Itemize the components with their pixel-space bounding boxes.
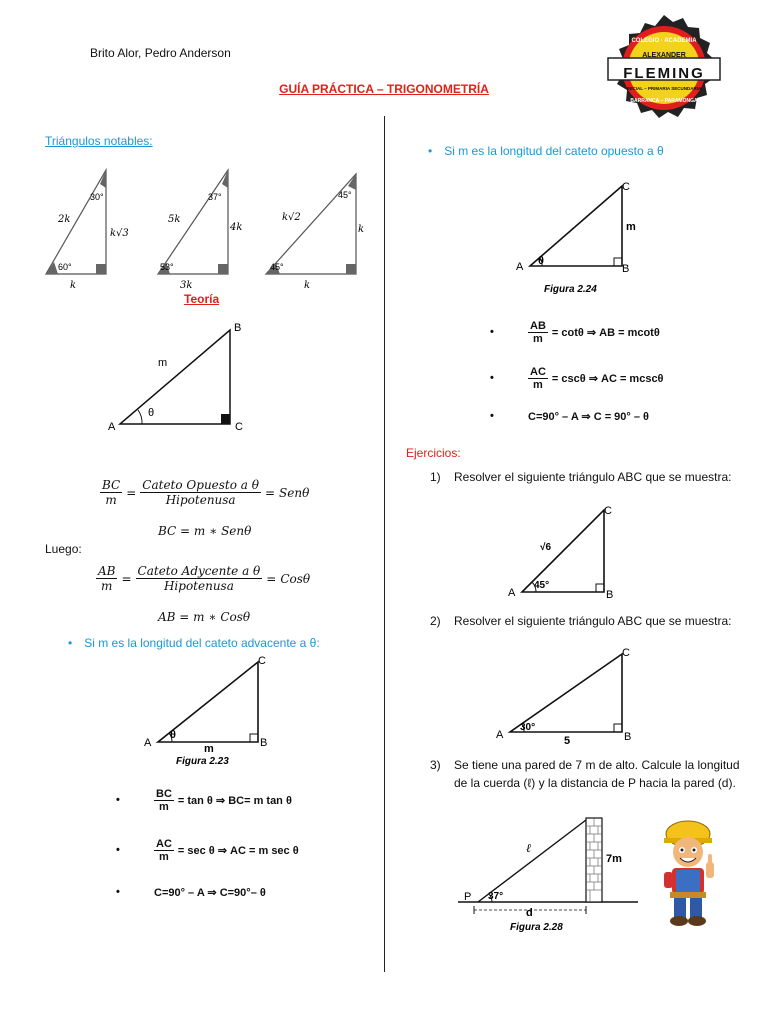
formula-adj-3: • C=90° – A ⇒ C=90°– θ: [116, 886, 266, 899]
f2-num2: Cateto Adycente a θ: [137, 564, 261, 578]
fo2-den: m: [533, 378, 543, 391]
t3-hyp: k√2: [282, 212, 301, 223]
f2-num: AB: [98, 564, 116, 578]
t3-bottom-angle: 45°: [270, 262, 284, 272]
worker-cartoon-illustration: [654, 812, 730, 928]
ex2-A: A: [496, 729, 504, 741]
exercise-1-figure: [504, 502, 634, 600]
fa1-den: m: [159, 800, 169, 813]
f224-angle: θ: [538, 255, 544, 267]
formula-adj-1: • $\frac{BC}{m}$ = tan θ ⇒ BC= m tan θ: [116, 787, 292, 813]
fa1-rest: = tan θ ⇒ BC= m tan θ: [177, 794, 292, 807]
t1-top-angle: 30°: [90, 192, 104, 202]
f224-side: m: [626, 221, 636, 233]
page-title: GUÍA PRÁCTICA – TRIGONOMETRÍA: [279, 82, 489, 96]
triangle-37-53: [158, 170, 242, 291]
f223-C: C: [258, 655, 266, 667]
fa2-rest: = sec θ ⇒ AC = m sec θ: [177, 844, 299, 857]
fo2-rest: = cscθ ⇒ AC = mcscθ: [551, 372, 664, 385]
ex3-rope: ℓ: [526, 841, 531, 855]
exercise-2-num: 2): [430, 614, 441, 628]
triangle-30-60: [46, 170, 129, 291]
f1-rhs: Senθ: [279, 485, 310, 500]
t2-side: 4k: [230, 222, 243, 233]
formula-bc: BC = m ∗ Senθ: [158, 524, 252, 538]
f224-B: B: [622, 263, 630, 275]
f2-rhs: Cosθ: [280, 571, 311, 586]
notable-triangles: [30, 160, 370, 292]
ex3-angle: 37°: [488, 891, 504, 902]
t1-hyp: 2k: [58, 214, 71, 225]
fa2-den: m: [159, 850, 169, 863]
ex3-P: P: [464, 891, 472, 903]
logo-top-text: COLEGIO · ACADEMIA: [631, 38, 697, 44]
bullet-adjacent-text: Si m es la longitud del cateto advacente a θ:: [84, 636, 320, 650]
figure-2-24: [510, 178, 650, 300]
ex1-C: C: [604, 505, 612, 517]
teoria-hyp: m: [158, 357, 168, 369]
author-name: Brito Alor, Pedro Anderson: [90, 46, 231, 60]
f223-B: B: [260, 737, 268, 749]
f223-A: A: [144, 737, 152, 749]
f2-den: m: [101, 579, 113, 593]
formula-adj-2: • $\frac{AC}{m}$ = sec θ ⇒ AC = m sec θ: [116, 837, 299, 863]
exercise-1-text: Resolver el siguiente triángulo ABC que se muestra:: [454, 470, 732, 484]
logo-levels: INICIAL – PRIMARIA SECUNDARIA: [626, 86, 702, 91]
notables-heading: Triángulos notables:: [45, 134, 153, 148]
formula-opp-3: • C=90° – A ⇒ C = 90° – θ: [490, 410, 649, 423]
teoria-B: B: [234, 322, 242, 334]
bullet-adjacent: • Si m es la longitud del cateto advacente a θ:: [68, 636, 320, 650]
exercise-3-figure: [454, 814, 638, 936]
fa2-num: AC: [156, 837, 172, 850]
column-divider: [384, 116, 385, 972]
exercise-1-num: 1): [430, 470, 441, 484]
f223-base: m: [204, 743, 214, 755]
formula-opp-1: • $\frac{AB}{m}$ = cotθ ⇒ AB = mcotθ: [490, 319, 660, 345]
formulas-adjacent: [116, 782, 376, 902]
fo2-num: AC: [530, 365, 546, 378]
f1-num2: Cateto Opuesto a θ: [142, 478, 259, 492]
bullet-opposite-text: Si m es la longitud del cateto opuesto a θ: [444, 144, 664, 158]
exercise-3-text: Se tiene una pared de 7 m de alto. Calcule la longitud de la cuerda (ℓ) y la distancia de P hacia la pared (d).: [454, 758, 740, 790]
formula-opp-2: • $\frac{AC}{m}$ = cscθ ⇒ AC = mcscθ: [490, 365, 664, 391]
f224-A: A: [516, 261, 524, 273]
exercise-3: [430, 756, 750, 812]
luego-label: Luego:: [45, 542, 82, 556]
school-logo: [606, 14, 722, 122]
ex2-angle: 30°: [520, 722, 536, 733]
ex3-caption: Figura 2.28: [510, 922, 563, 933]
f224-C: C: [622, 181, 630, 193]
fo1-rest: = cotθ ⇒ AB = mcotθ: [551, 326, 660, 339]
formula-cos: $\frac{AB}{m}$ = $\frac{\text{Cateto Adycente a θ}}{\text{Hipotenusa}}$ = Cosθ: [98, 564, 311, 593]
f1-den2: Hipotenusa: [165, 493, 236, 507]
logo-name-big: FLEMING: [623, 65, 705, 82]
teoria-A: A: [108, 421, 116, 433]
bullet-opposite: • Si m es la longitud del cateto opuesto a θ: [428, 144, 664, 158]
fo3-rest: C=90° – A ⇒ C = 90° – θ: [528, 410, 649, 423]
f223-angle: θ: [170, 729, 176, 741]
teoria-C: C: [235, 421, 243, 433]
exercise-2-text: Resolver el siguiente triángulo ABC que se muestra:: [454, 614, 732, 628]
ex3-height: 7m: [606, 853, 622, 865]
f1-den: m: [105, 493, 117, 507]
f224-caption: Figura 2.24: [544, 284, 597, 295]
t1-base: k: [70, 280, 77, 291]
ex1-angle: 45°: [534, 580, 550, 591]
t2-hyp: 5k: [168, 214, 181, 225]
figure-2-23: [138, 650, 278, 770]
teoria-angle: θ: [148, 407, 155, 419]
logo-bottom-text: BARRANCA – PARAMONGA: [630, 98, 698, 104]
exercise-3-num: 3): [430, 758, 441, 772]
ex2-base: 5: [564, 735, 571, 747]
t1-side: k√3: [110, 228, 129, 239]
ex1-hyp: √6: [540, 542, 552, 553]
t2-top-angle: 37°: [208, 192, 222, 202]
ex3-dist: d: [526, 907, 533, 919]
ex1-B: B: [606, 589, 614, 600]
teoria-heading: Teoría: [184, 292, 220, 306]
ex2-B: B: [624, 731, 632, 743]
formula-sen: $\frac{BC}{m}$ = $\frac{\text{Cateto Opuesto a θ}}{\text{Hipotenusa}}$ = Senθ: [102, 478, 310, 507]
f223-caption: Figura 2.23: [176, 756, 229, 767]
triangle-45-45: [266, 174, 364, 291]
fa1-num: BC: [156, 787, 172, 800]
teoria-figure: [100, 316, 260, 436]
formula-ab: AB = m ∗ Cosθ: [158, 610, 251, 624]
t1-bottom-angle: 60°: [58, 262, 72, 272]
fa3-rest: C=90° – A ⇒ C=90°– θ: [154, 886, 266, 899]
f1-num: BC: [102, 478, 121, 492]
f2-den2: Hipotenusa: [163, 579, 234, 593]
fo1-den: m: [533, 332, 543, 345]
exercise-2-figure: [490, 644, 640, 748]
t3-side: k: [358, 224, 365, 235]
ex1-A: A: [508, 587, 516, 599]
formulas-opposite: [490, 314, 760, 426]
t3-base: k: [304, 280, 311, 291]
t3-top-angle: 45°: [338, 190, 352, 200]
fo1-num: AB: [530, 319, 546, 332]
ejercicios-heading: Ejercicios:: [406, 446, 461, 460]
logo-name-small: ALEXANDER: [642, 52, 686, 59]
t2-base: 3k: [180, 280, 193, 291]
ex2-C: C: [622, 647, 630, 659]
t2-bottom-angle: 53°: [160, 262, 174, 272]
